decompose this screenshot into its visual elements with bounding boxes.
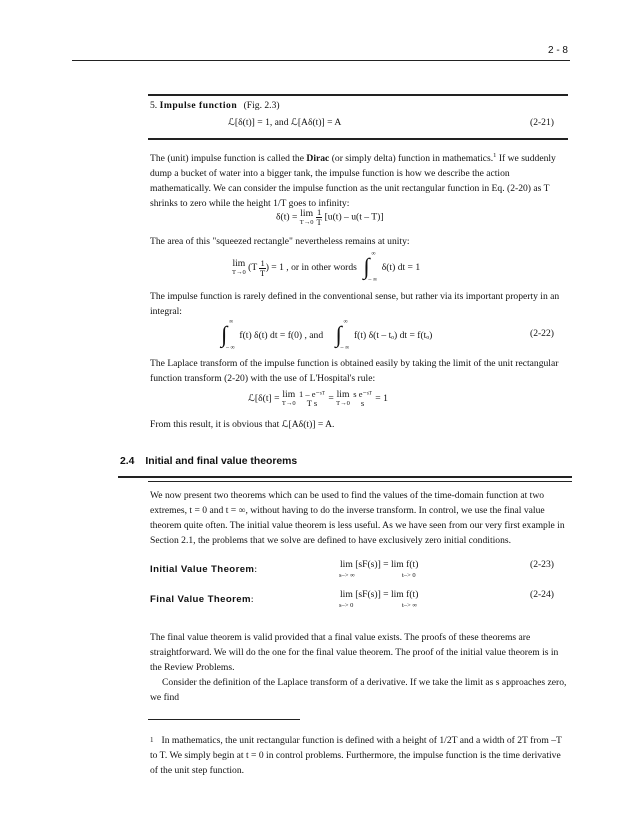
- lower-limit: – ∞: [226, 345, 235, 351]
- page-number: 2 - 8: [547, 45, 568, 56]
- limit: [336, 390, 350, 408]
- denominator: T: [259, 267, 266, 278]
- dirac-text-b: (or simply delta) function in mathematics.: [329, 153, 494, 165]
- footnote: [150, 733, 570, 778]
- section-heading: [120, 456, 297, 467]
- fvt-sub-s: s–> 0: [339, 602, 354, 609]
- unit-area-a: (T: [248, 262, 258, 274]
- fraction-laplace-2: [352, 390, 373, 408]
- equation-2-22: [221, 319, 433, 351]
- ivt-sub-t: t–> 0: [402, 572, 416, 579]
- ivt-equation: lim [sF(s)] = lim f(t): [340, 559, 419, 570]
- lim-word: lim: [300, 207, 314, 219]
- integral-sign: ∫ ∞ – ∞: [363, 251, 378, 283]
- lim-sub: T→0: [232, 269, 246, 276]
- limit: [232, 259, 246, 277]
- dirac-text-c: If we suddenly dump a bucket of water into a bigger tank, the impulse function is how we describe the action mathematically. We can consider the impulse function as the unit rectangular function in Eq. (2-20) as T shrinks to zero while the height 1/T goes to infinity:: [150, 153, 556, 210]
- impulse-heading-number: 5.: [150, 100, 158, 111]
- upper-limit: ∞: [371, 251, 376, 257]
- lower-limit: – ∞: [368, 277, 378, 283]
- equation-number-2-21: (2-21): [530, 117, 554, 128]
- laplace-lhs: ℒ[δ(t] =: [248, 393, 282, 405]
- denominator: s: [360, 398, 365, 408]
- numerator: s e⁻ˢᵀ: [353, 389, 372, 399]
- footnote-ref[interactable]: 1: [493, 152, 497, 159]
- equation-2-21: ℒ[δ(t)] = 1, and ℒ[Aδ(t)] = A: [228, 117, 342, 128]
- unit-area-b: ) = 1 , or in other words: [265, 262, 357, 274]
- header-rule: [72, 60, 570, 61]
- equation-unit-area: [232, 251, 421, 283]
- lim-sub: T→0: [299, 218, 314, 226]
- lim-sub: T→0: [281, 400, 296, 407]
- footnote-text: In mathematics, the unit rectangular function is defined with a height of 1/2T and a width of 2T from –T to T. We simply begin at t = 0 in control problems. Furthermore, the impulse function is the time derivative of the unit step function.: [150, 735, 562, 776]
- numerator: 1: [316, 207, 322, 217]
- initial-value-theorem: [150, 559, 257, 577]
- limit: [282, 390, 296, 408]
- upper-limit: ∞: [343, 319, 348, 325]
- dirac-bold: Dirac: [306, 153, 330, 165]
- sifting-a: f(t) δ(t) dt = f(0) , and: [239, 330, 324, 342]
- limit: [300, 209, 314, 227]
- footnote-rule: [148, 719, 300, 720]
- equation-delta-def: [276, 208, 384, 227]
- delta-rhs: [u(t) – u(t – T)]: [324, 211, 384, 223]
- paragraph-property: The impulse function is rarely defined in the conventional sense, but rather via its important property in an integral:: [150, 291, 560, 317]
- footnote-mark: 1: [150, 736, 154, 744]
- equation-number-2-23: (2-23): [530, 559, 554, 570]
- box-bottom-rule: [148, 138, 568, 140]
- delta-lhs: δ(t) =: [276, 211, 300, 223]
- fraction-laplace-1: [298, 390, 326, 408]
- ivt-label: Initial Value Theorem: [150, 564, 255, 575]
- fvt-colon: :: [250, 594, 254, 605]
- impulse-heading: [150, 98, 280, 113]
- integral-sign: ∫ ∞ – ∞: [221, 319, 235, 351]
- paragraph-final-value: The final value theorem is valid provided that a final value exists. The proofs of these theorems are straightforward. We will do the one for the final value theorem. The proof of the initial value theorem is in the Review Problems.: [150, 632, 559, 673]
- box-top-rule: [148, 94, 568, 96]
- impulse-heading-ref: (Fig. 2.3): [243, 100, 280, 111]
- section-number: 2.4: [120, 456, 135, 467]
- ivt-sub-s: s–> ∞: [339, 572, 355, 579]
- lim-word: lim: [336, 389, 350, 400]
- lower-limit: – ∞: [340, 345, 350, 351]
- paragraph-theorems-intro: We now present two theorems which can be used to find the values of the time-domain function at two extremes, t = 0 and t = ∞, without having to do the inverse transform. In control, we use the final value theorem quite often. The initial value theorem is less useful. As we have seen from our very first example in Section 2.1, the problems that we solve are defined to have exclusively zero initial conditions.: [150, 490, 565, 546]
- impulse-heading-title: Impulse function: [159, 100, 238, 111]
- lim-sub: T→0: [336, 400, 350, 407]
- paragraph-laplace-impulse: The Laplace transform of the impulse function is obtained easily by taking the limit of the unit rectangular function transform (2-20) with the use of L'Hospital's rule:: [150, 358, 559, 384]
- equals: =: [328, 393, 337, 405]
- unit-area-c: δ(t) dt = 1: [381, 262, 421, 274]
- paragraph-derivative: Consider the definition of the Laplace transform of a derivative. If we take the limit as s approaches zero, we find: [150, 677, 567, 703]
- laplace-end: = 1: [375, 393, 388, 405]
- fvt-label: Final Value Theorem: [150, 594, 251, 605]
- fvt-equation: lim [sF(s)] = lim f(t): [340, 589, 419, 600]
- paragraph-area: The area of this "squeezed rectangle" nevertheless remains at unity:: [150, 236, 410, 247]
- upper-limit: ∞: [229, 319, 234, 325]
- fvt-sub-t: t–> ∞: [402, 602, 417, 609]
- equation-number-2-22: (2-22): [530, 328, 554, 339]
- paragraph-dirac: [150, 148, 570, 211]
- dirac-text-a: The (unit) impulse function is called the: [150, 153, 307, 165]
- fraction-1-over-T: [316, 208, 322, 227]
- numerator: 1 – e⁻ˢᵀ: [299, 389, 325, 399]
- equation-number-2-24: (2-24): [530, 589, 554, 600]
- paragraph-conclusion: From this result, it is obvious that ℒ[Aδ(t)] = A.: [150, 419, 335, 430]
- numerator: 1: [260, 257, 265, 268]
- denominator: T: [316, 217, 322, 227]
- sifting-b: f(t) δ(t – tₒ) dt = f(tₒ): [353, 330, 433, 342]
- integral-sign: ∫ ∞ – ∞: [335, 319, 350, 351]
- section-rule-thin: [148, 481, 572, 482]
- ivt-colon: :: [254, 564, 258, 575]
- lim-word: lim: [282, 389, 296, 400]
- lim-word: lim: [232, 258, 246, 269]
- denominator: T s: [306, 398, 318, 408]
- section-rule-thick: [118, 476, 572, 478]
- final-value-theorem: [150, 589, 254, 607]
- equation-laplace-delta: [248, 390, 388, 408]
- section-title: Initial and final value theorems: [145, 456, 298, 467]
